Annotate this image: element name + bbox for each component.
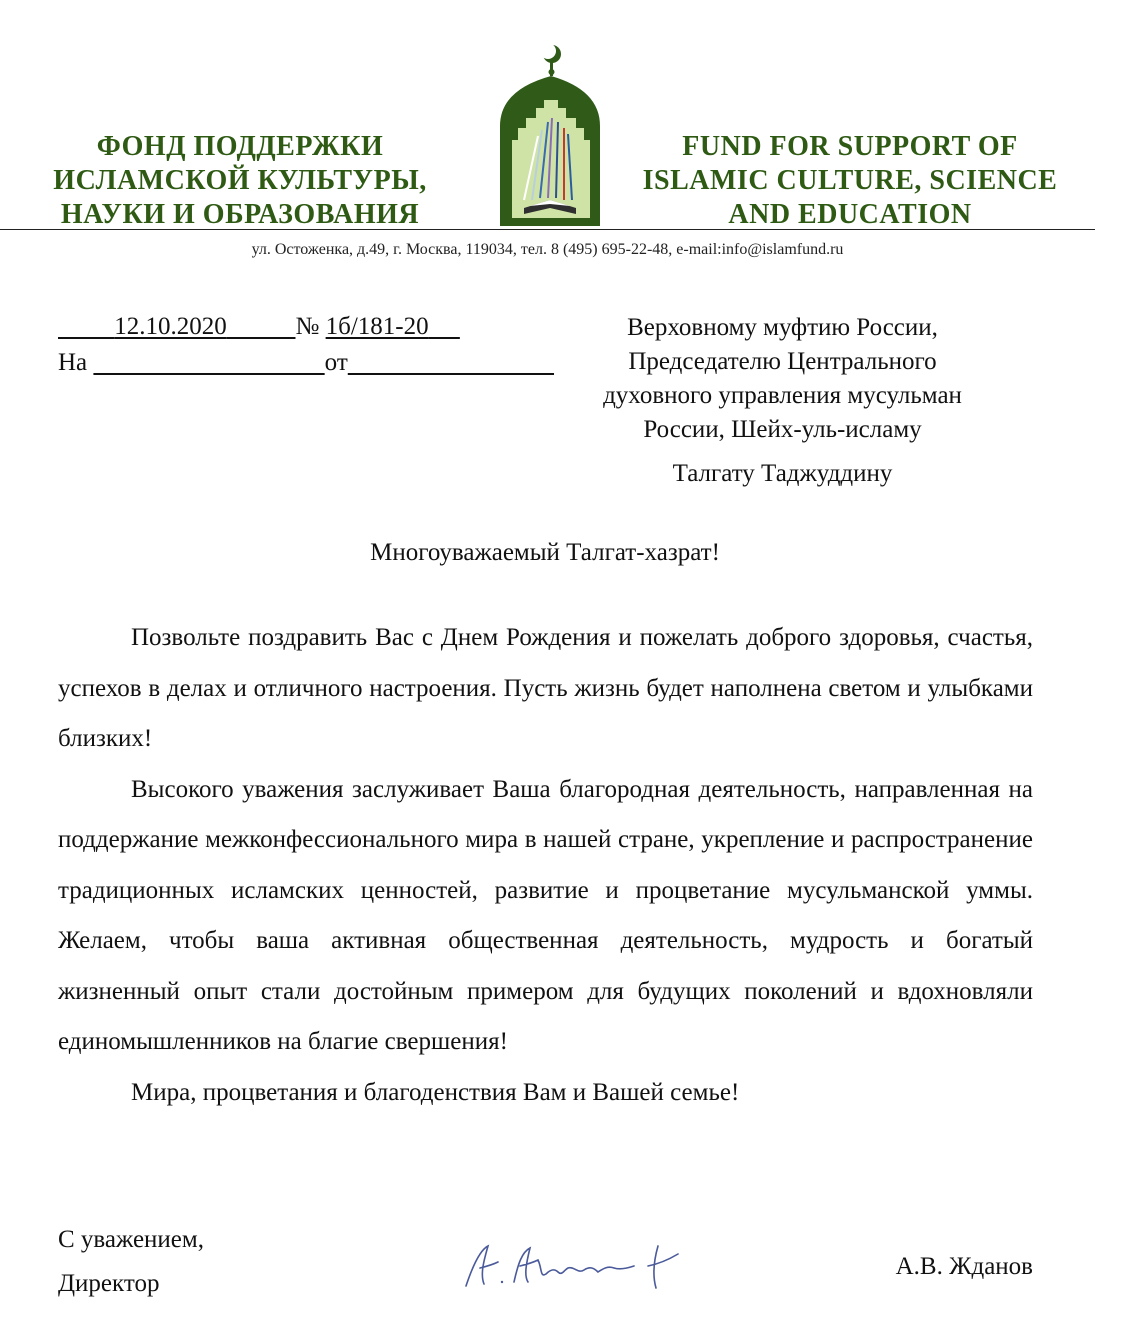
header-divider bbox=[0, 229, 1095, 230]
org-name-en-line: AND EDUCATION bbox=[728, 199, 972, 230]
addressee-line: духовного управления мусульман bbox=[603, 382, 962, 409]
closing-block bbox=[58, 1218, 204, 1306]
mosque-arch-book-logo-icon bbox=[494, 40, 606, 230]
reg-from-label: от bbox=[324, 349, 348, 376]
signer-position: Директор bbox=[58, 1270, 160, 1297]
org-name-en-line: ISLAMIC CULTURE, SCIENCE bbox=[642, 165, 1058, 196]
reg-on-blank bbox=[93, 349, 324, 376]
addressee-block bbox=[560, 311, 1005, 447]
org-name-en-line: FUND FOR SUPPORT OF bbox=[682, 131, 1018, 162]
org-name-en bbox=[620, 130, 1080, 232]
reg-on-label: На bbox=[58, 349, 88, 376]
greeting: Многоуважаемый Талгат-хазрат! bbox=[370, 539, 720, 566]
addressee-name: Талгату Таджуддину bbox=[672, 460, 893, 487]
org-name-ru-line: ИСЛАМСКОЙ КУЛЬТУРЫ, bbox=[53, 165, 427, 196]
org-name-ru-line: ФОНД ПОДДЕРЖКИ bbox=[96, 131, 384, 162]
registration-number-line bbox=[58, 312, 460, 342]
addressee-line: России, Шейх-уль-исламу bbox=[643, 416, 922, 443]
body-paragraph: Высокого уважения заслуживает Ваша благородная деятельность, направленная на поддержание межконфессионального мира в нашей стране, укрепление и распространение традиционных исламских ценностей, развитие и процветание мусульманской уммы. Желаем, чтобы ваша активная общественная деятельность, мудрость и богатый жизненный опыт стали достойным примером для будущих поколений и вдохновляли единомышленников на благие свершения! bbox=[58, 775, 1033, 1055]
reg-number-label: № bbox=[295, 313, 320, 340]
org-name-ru bbox=[30, 130, 450, 232]
registration-reply-line bbox=[58, 348, 554, 378]
body-paragraph: Мира, процветания и благоденствия Вам и Вашей семье! bbox=[131, 1078, 740, 1106]
org-name-ru-line: НАУКИ И ОБРАЗОВАНИЯ bbox=[60, 199, 420, 230]
org-address: ул. Остоженка, д.49, г. Москва, 119034, тел. 8 (495) 695-22-48, e-mail:info@islamfund.ru bbox=[251, 241, 844, 258]
reg-from-blank bbox=[348, 349, 554, 376]
addressee-line: Верховному муфтию России, bbox=[627, 314, 938, 341]
reg-number: 1б/181-20 bbox=[325, 313, 429, 340]
letter-body bbox=[58, 613, 1033, 1118]
body-paragraph: Позвольте поздравить Вас с Днем Рождения и пожелать доброго здоровья, счастья, успехов в делах и отличного настроения. Пусть жизнь будет наполнена светом и улыбками близких! bbox=[58, 624, 1033, 752]
handwritten-signature bbox=[458, 1238, 688, 1298]
signer-name: А.В. Жданов bbox=[895, 1253, 1033, 1280]
reg-date: 12.10.2020 bbox=[114, 313, 227, 340]
closing-regards: С уважением, bbox=[58, 1226, 204, 1253]
addressee-line: Председателю Центрального bbox=[628, 348, 937, 375]
